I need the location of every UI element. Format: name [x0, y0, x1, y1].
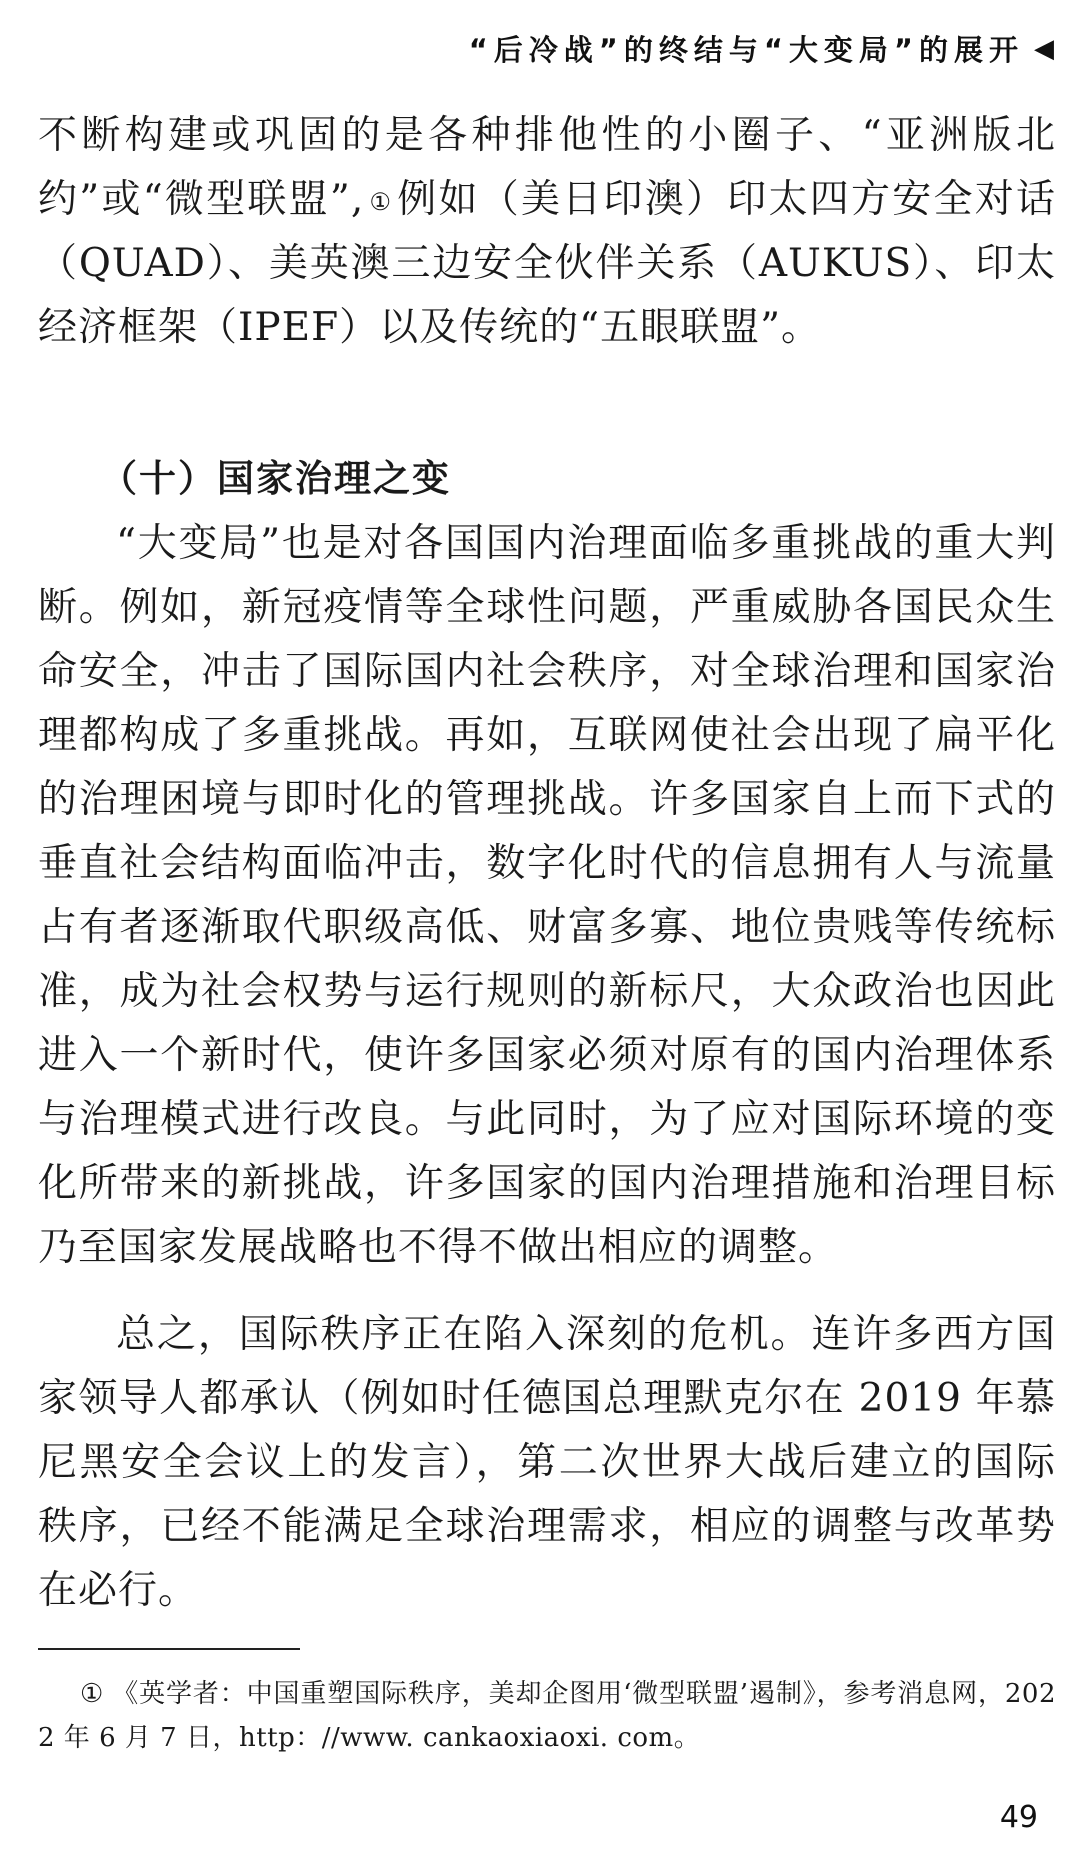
paragraph-2: “大变局”也是对各国国内治理面临多重挑战的重大判断。例如，新冠疫情等全球性问题，严重威胁各国民众生命安全，冲击了国际国内社会秩序，对全球治理和国家治理都构成了多重挑战。再如，互联网使社会出现了扁平化的治理困境与即时化的管理挑战。许多国家自上而下式的垂直社会结构面临冲击，数字化时代的信息拥有人与流量占有者逐渐取代职级高低、财富多寡、地位贵贱等传统标准，成为社会权势与运行规则的新标尺，大众政治也因此进入一个新时代，使许多国家必须对原有的国内治理体系与治理模式进行改良。与此同时，为了应对国际环境的变化所带来的新挑战，许多国家的国内治理措施和治理目标乃至国家发展战略也不得不做出相应的调整。: [38, 521, 1056, 1270]
paragraph-1-text-b: 例如（美日印澳）印太四方安全对话（QUAD）、美英澳三边安全伙伴关系（AUKUS）、印太经济框架（IPEF）以及传统的“五眼联盟”。: [38, 177, 1056, 350]
paragraph-3: 总之，国际秩序正在陷入深刻的危机。连许多西方国家领导人都承认（例如时任德国总理默克尔在 2019 年慕尼黑安全会议上的发言），第二次世界大战后建立的国际秩序，已经不能满足全球治理需求，相应的调整与改革势在必行。: [38, 1312, 1056, 1613]
footnote-marker: ①: [80, 1679, 105, 1709]
page-number: 49: [999, 1800, 1038, 1835]
footnote-divider: [38, 1648, 300, 1650]
paragraph-1-text-a: 不断构建或巩固的是各种排他性的小圈子、“亚洲版北约”或“微型联盟”,: [38, 113, 1056, 222]
footnote: [38, 1672, 1056, 1760]
section-heading: （十）国家治理之变: [100, 457, 451, 500]
left-triangle-icon: ◀: [1034, 33, 1054, 64]
footnote-reference[interactable]: ①: [368, 188, 394, 216]
footnote-text: 《英学者：中国重塑国际秩序，美却企图用‘微型联盟’遏制》，参考消息网，2022 年 6 月 7 日，http：//www. cankaoxiaoxi. com。: [38, 1679, 1056, 1753]
running-title: “后冷战”的终结与“大变局”的展开: [468, 33, 1024, 67]
running-header: [469, 28, 1054, 69]
paragraph-1: [38, 104, 1056, 360]
